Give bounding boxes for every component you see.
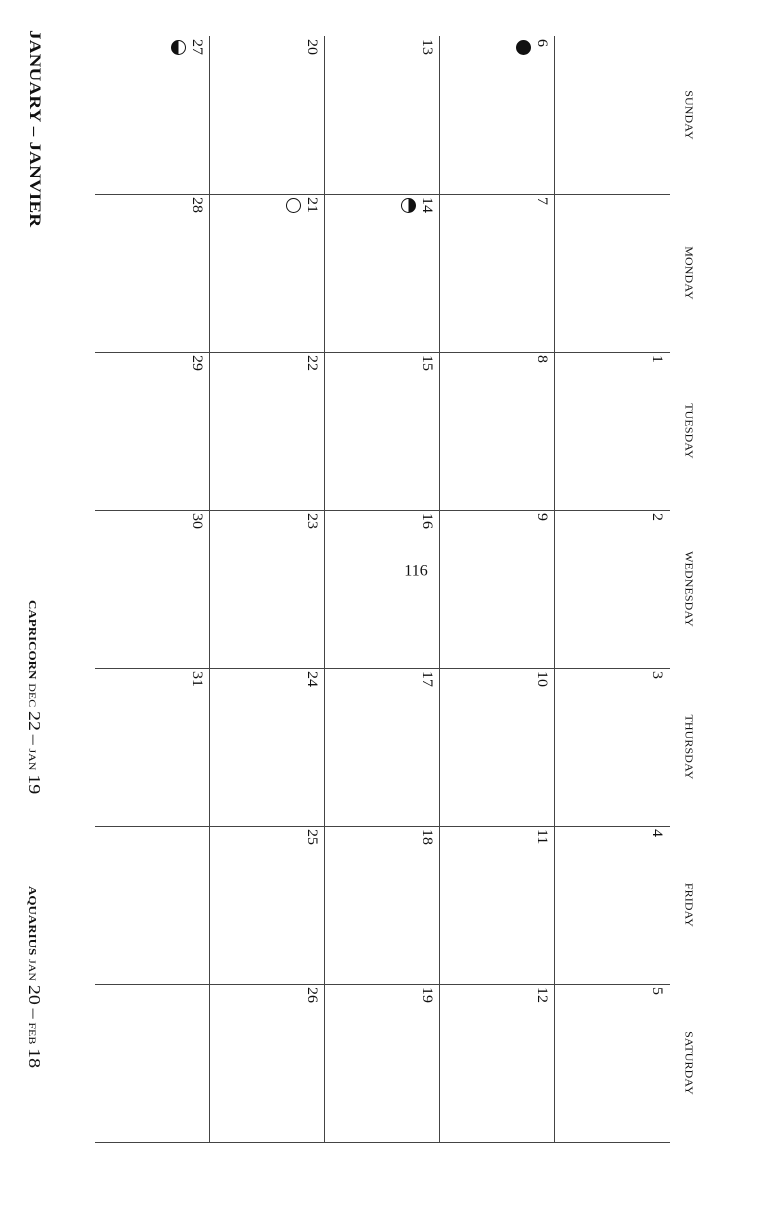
page-number: 116 — [404, 562, 428, 580]
week-row — [325, 36, 440, 1156]
weekday-sunday: SUNDAY — [682, 90, 695, 140]
grid-line-vertical — [95, 352, 670, 353]
zodiac-aquarius: AQUARIUS JAN 20 – FEB 18 — [24, 886, 43, 1069]
day-number: 28 — [189, 197, 205, 213]
first-moon-icon — [401, 198, 416, 213]
zodiac-start-day: 20 — [24, 984, 43, 1005]
grid-line-horizontal — [554, 352, 555, 1142]
weekday-header-row — [666, 36, 696, 1156]
grid-line-vertical — [95, 510, 670, 511]
weekday-thursday: THURSDAY — [682, 714, 695, 780]
day-cell — [210, 510, 325, 668]
day-cell — [440, 510, 555, 668]
zodiac-end-day: 19 — [24, 774, 43, 795]
day-number: 4 — [649, 829, 665, 837]
day-number: 19 — [419, 987, 435, 1003]
day-number: 20 — [304, 39, 320, 55]
day-number: 30 — [189, 513, 205, 529]
last-moon-icon — [171, 40, 186, 55]
zodiac-name: CAPRICORN — [26, 600, 39, 680]
day-number: 10 — [534, 671, 550, 687]
day-cell — [210, 352, 325, 510]
day-cell — [555, 510, 670, 668]
zodiac-name: AQUARIUS — [26, 886, 39, 956]
empty-day-cell — [95, 984, 210, 1142]
grid-line-horizontal — [439, 36, 440, 1142]
zodiac-end-day: 18 — [24, 1048, 43, 1069]
weekday-wednesday: WEDNESDAY — [682, 551, 695, 627]
day-cell — [555, 826, 670, 984]
day-cell — [325, 510, 440, 668]
weekday-friday: FRIDAY — [682, 882, 695, 928]
day-cell — [210, 984, 325, 1142]
empty-day-cell — [95, 826, 210, 984]
day-cell — [440, 984, 555, 1142]
day-number: 27 — [189, 39, 205, 55]
calendar-grid — [92, 36, 670, 1156]
day-cell — [325, 826, 440, 984]
day-cell — [325, 668, 440, 826]
day-number: 31 — [189, 671, 205, 687]
day-number: 22 — [304, 355, 320, 371]
day-cell — [210, 668, 325, 826]
day-number: 12 — [534, 987, 550, 1003]
day-number: 24 — [304, 671, 320, 687]
day-cell — [325, 36, 440, 194]
day-cell — [210, 826, 325, 984]
day-cell — [210, 194, 325, 352]
day-number: 16 — [419, 513, 435, 529]
day-number: 7 — [534, 197, 550, 205]
day-cell — [95, 352, 210, 510]
day-cell — [555, 984, 670, 1142]
day-number: 6 — [534, 39, 550, 47]
zodiac-capricorn: CAPRICORN DEC 22 – JAN 19 — [24, 600, 43, 795]
weekday-tuesday: TUESDAY — [682, 403, 695, 459]
weekday-monday: MONDAY — [682, 246, 695, 300]
day-cell — [210, 36, 325, 194]
day-number: 2 — [649, 513, 665, 521]
day-number: 5 — [649, 987, 665, 995]
zodiac-start-month: DEC — [26, 683, 39, 708]
zodiac-end-month: JAN — [26, 748, 39, 771]
day-number: 11 — [534, 829, 550, 845]
grid-line-vertical — [95, 668, 670, 669]
day-cell — [440, 36, 555, 194]
day-cell — [555, 668, 670, 826]
grid-line-vertical — [95, 194, 670, 195]
day-cell — [555, 352, 670, 510]
day-number: 9 — [534, 513, 550, 521]
day-number: 25 — [304, 829, 320, 845]
day-cell — [325, 352, 440, 510]
grid-line-vertical — [95, 826, 670, 827]
day-number: 26 — [304, 987, 320, 1003]
month-title: JANUARY – JANVIER — [25, 30, 43, 228]
empty-day-cell — [555, 36, 670, 194]
day-number: 3 — [649, 671, 665, 679]
day-number: 1 — [649, 355, 665, 363]
zodiac-end-month: FEB — [26, 1022, 39, 1045]
zodiac-start-month: JAN — [26, 959, 39, 982]
day-number: 14 — [419, 197, 435, 213]
week-row — [210, 36, 325, 1156]
week-row — [440, 36, 555, 1156]
grid-line-horizontal — [324, 36, 325, 1142]
grid-line-vertical — [95, 1142, 670, 1143]
day-cell — [95, 510, 210, 668]
empty-day-cell — [555, 194, 670, 352]
grid-line-horizontal — [209, 36, 210, 1142]
zodiac-start-day: 22 — [24, 710, 43, 731]
day-number: 15 — [419, 355, 435, 371]
day-number: 23 — [304, 513, 320, 529]
week-row — [95, 36, 210, 1156]
day-cell — [95, 194, 210, 352]
day-cell — [95, 668, 210, 826]
day-number: 18 — [419, 829, 435, 845]
day-cell — [440, 668, 555, 826]
day-number: 29 — [189, 355, 205, 371]
day-cell — [325, 984, 440, 1142]
day-cell — [440, 194, 555, 352]
day-number: 13 — [419, 39, 435, 55]
week-row — [555, 36, 670, 1156]
day-cell — [440, 826, 555, 984]
day-number: 8 — [534, 355, 550, 363]
day-number: 17 — [419, 671, 435, 687]
day-number: 21 — [304, 197, 320, 213]
grid-line-vertical — [95, 984, 670, 985]
new-moon-icon — [516, 40, 531, 55]
day-cell — [95, 36, 210, 194]
weekday-saturday: SATURDAY — [682, 1031, 695, 1095]
full-moon-icon — [286, 198, 301, 213]
day-cell — [440, 352, 555, 510]
day-cell — [325, 194, 440, 352]
